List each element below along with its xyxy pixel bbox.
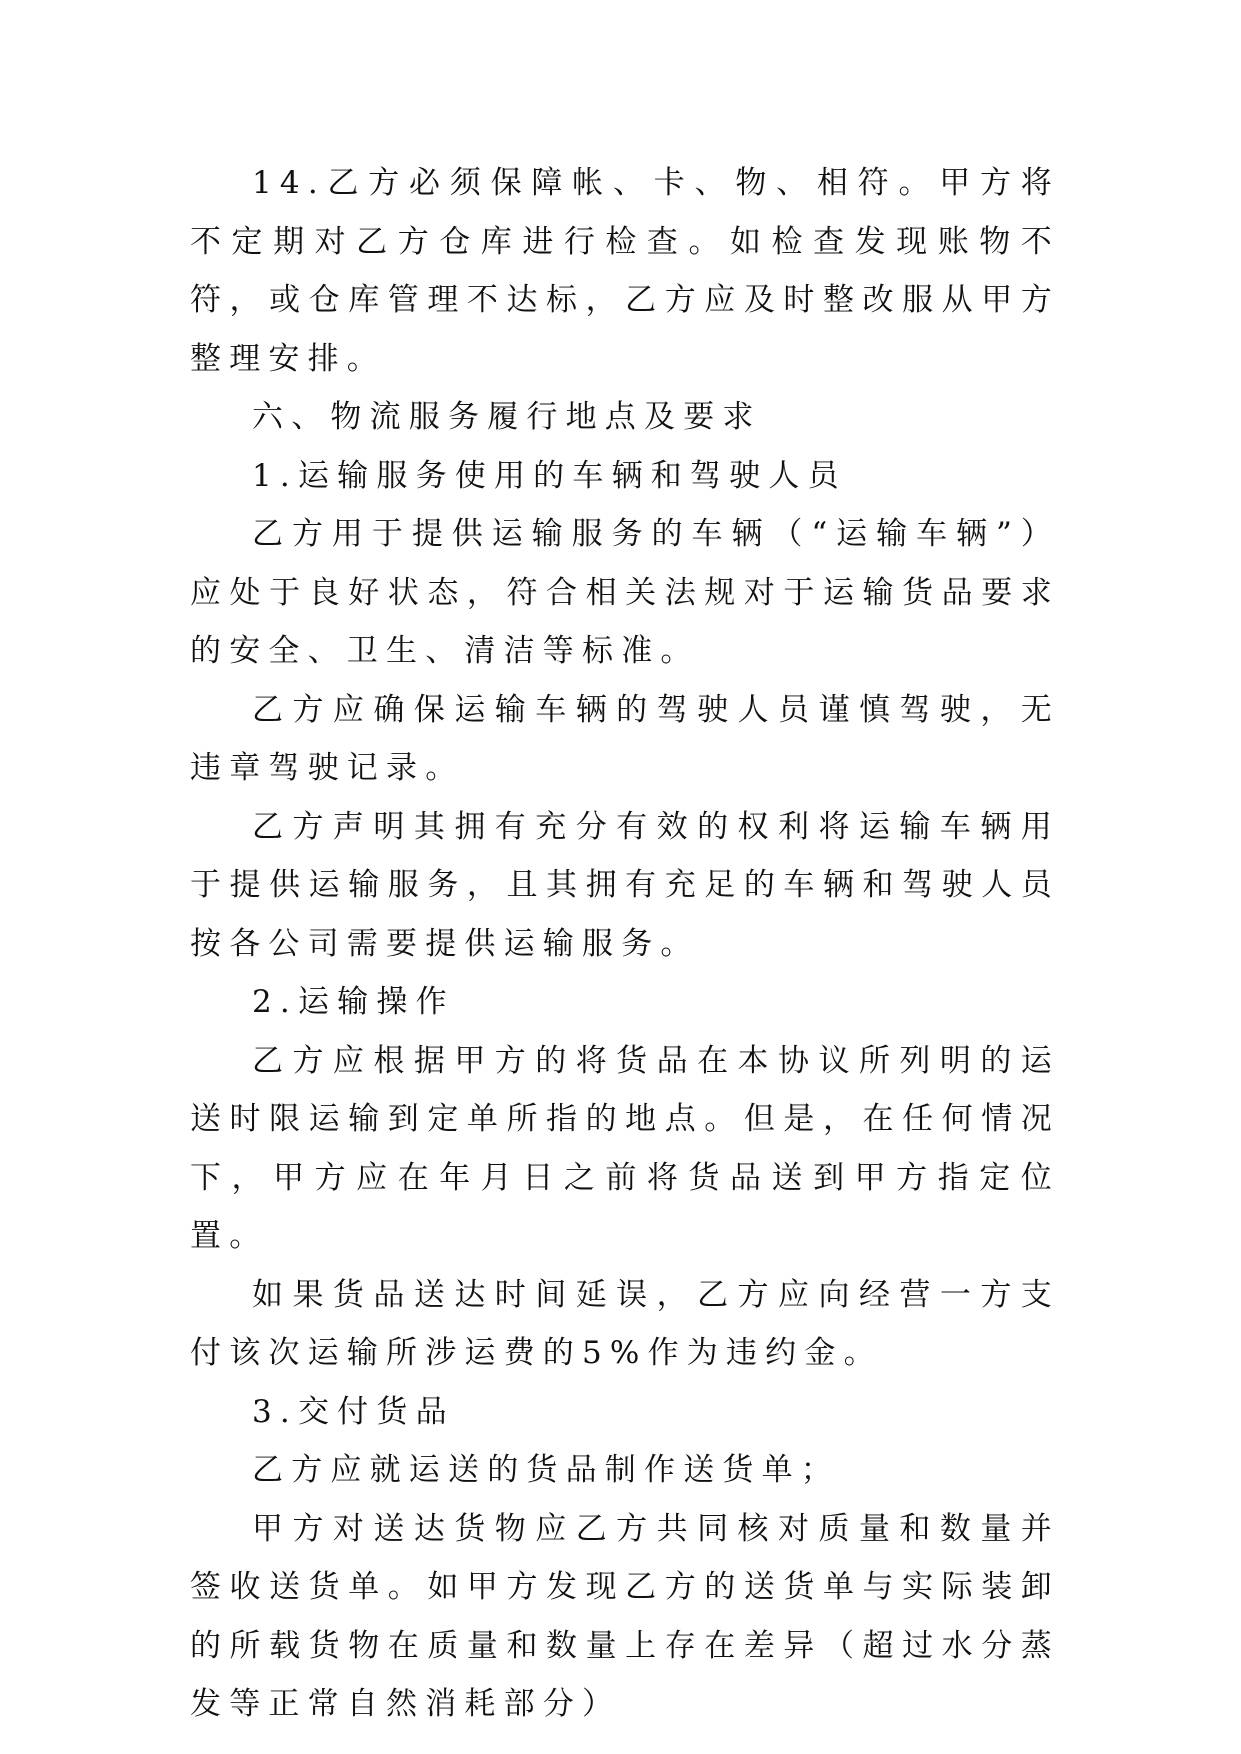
subheading-goods-delivery: 3.交付货品 <box>252 1393 455 1430</box>
paragraph-receipt-verification: 甲方对送达货物应乙方共同核对质量和数量并签收送货单。如甲方发现乙方的送货单与实际装卸的所载货物在质量和数量上存在差异（超过水分蒸发等正常自然消耗部分） <box>190 1510 1060 1722</box>
paragraph-vehicle-condition: 乙方用于提供运输服务的车辆（“运输车辆”）应处于良好状态，符合相关法规对于运输货品要求的安全、卫生、清洁等标准。 <box>190 516 1060 669</box>
section-heading-6: 六、物流服务履行地点及要求 <box>252 399 762 435</box>
paragraph-delivery-note: 乙方应就运送的货品制作送货单； <box>252 1452 840 1488</box>
paragraph-rights-declaration: 乙方声明其拥有充分有效的权利将运输车辆用于提供运输服务，且其拥有充足的车辆和驾驶人员按各公司需要提供运输服务。 <box>190 808 1060 962</box>
subheading-vehicles-drivers: 1.运输服务使用的车辆和驾驶人员 <box>252 457 847 494</box>
subheading-transport-operation: 2.运输操作 <box>252 984 455 1020</box>
paragraph-driver-safety: 乙方应确保运输车辆的驾驶人员谨慎驾驶，无违章驾驶记录。 <box>190 691 1060 786</box>
paragraph-delay-penalty: 如果货品送达时间延误，乙方应向经营一方支付该次运输所涉运费的5%作为违约金。 <box>190 1276 1060 1371</box>
document-body <box>190 154 1060 1734</box>
paragraph-14-inventory-check: 14.乙方必须保障帐、卡、物、相符。甲方将不定期对乙方仓库进行检查。如检查发现账物不符，或仓库管理不达标，乙方应及时整改服从甲方整理安排。 <box>190 165 1060 377</box>
paragraph-delivery-deadline: 乙方应根据甲方的将货品在本协议所列明的运送时限运输到定单所指的地点。但是，在任何情况下，甲方应在年月日之前将货品送到甲方指定位置。 <box>190 1042 1060 1254</box>
